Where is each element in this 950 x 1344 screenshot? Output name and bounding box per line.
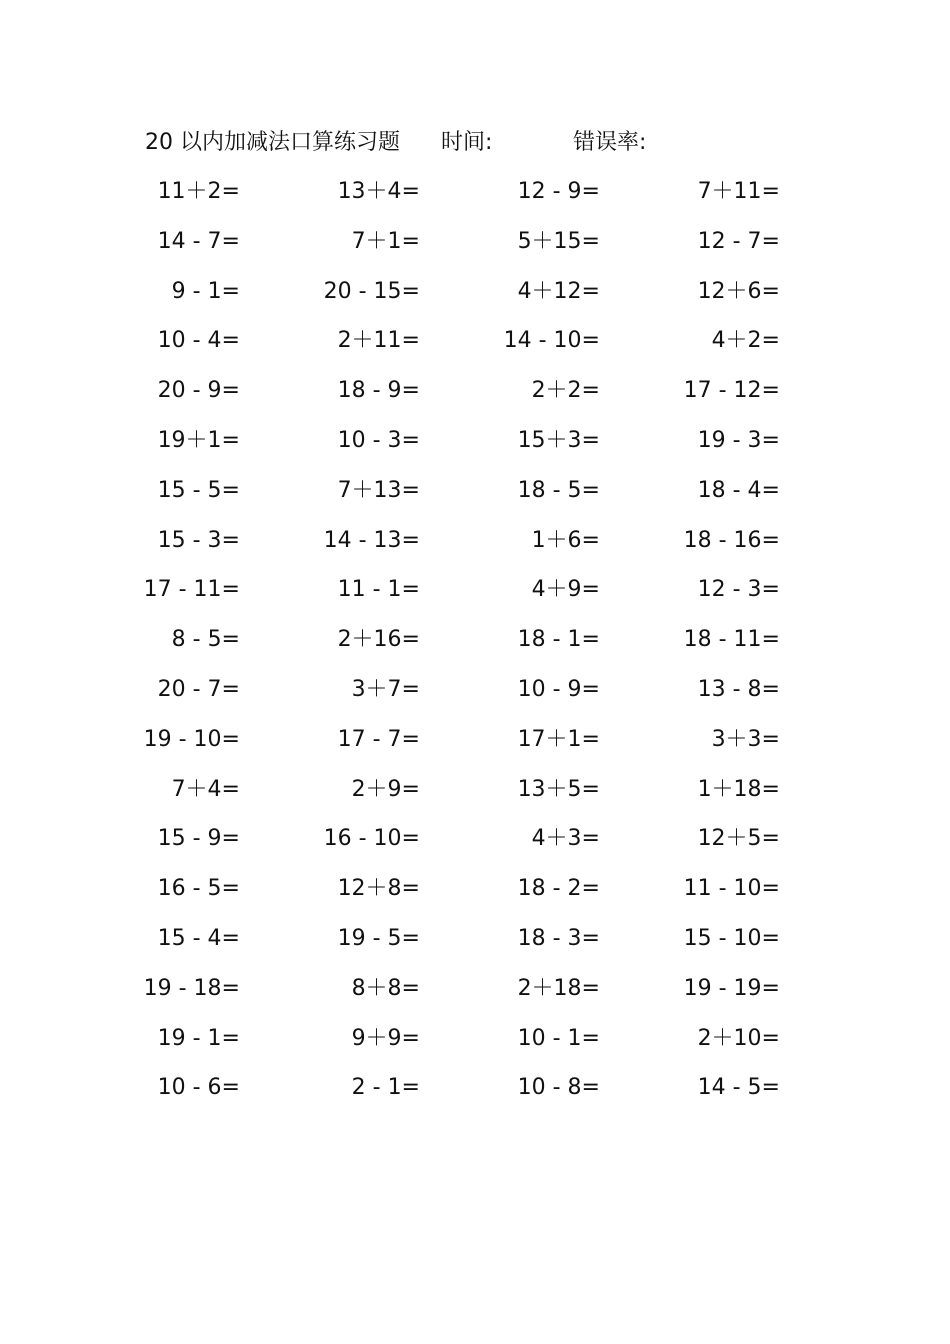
problem-grid bbox=[140, 175, 800, 1121]
problem-item: 19 - 10= bbox=[143, 726, 240, 752]
problem-item: 17 - 12= bbox=[683, 378, 780, 404]
problem-item: 10 - 8= bbox=[517, 1075, 600, 1101]
problem-item: 19＋1= bbox=[157, 427, 240, 453]
problem-item: 1＋6= bbox=[531, 527, 600, 553]
problem-item: 15 - 5= bbox=[157, 477, 240, 503]
problem-item: 17＋1= bbox=[517, 726, 600, 752]
problem-row bbox=[140, 225, 800, 275]
problem-item: 5＋15= bbox=[517, 228, 600, 254]
problem-item: 20 - 9= bbox=[157, 378, 240, 404]
problem-item: 19 - 1= bbox=[157, 1025, 240, 1051]
time-label: 时间: bbox=[441, 130, 493, 155]
problem-item: 8＋8= bbox=[351, 975, 420, 1001]
problem-row bbox=[140, 573, 800, 623]
problem-item: 12 - 3= bbox=[697, 577, 780, 603]
problem-item: 14 - 10= bbox=[503, 328, 600, 354]
problem-item: 10 - 6= bbox=[157, 1075, 240, 1101]
problem-item: 15 - 10= bbox=[683, 925, 780, 951]
problem-item: 11 - 1= bbox=[337, 577, 420, 603]
problem-item: 3＋3= bbox=[711, 726, 780, 752]
problem-item: 12＋8= bbox=[337, 876, 420, 902]
problem-item: 10 - 1= bbox=[517, 1025, 600, 1051]
problem-row bbox=[140, 1022, 800, 1072]
problem-row bbox=[140, 872, 800, 922]
problem-row bbox=[140, 175, 800, 225]
problem-item: 19 - 3= bbox=[697, 427, 780, 453]
problem-item: 1＋18= bbox=[697, 776, 780, 802]
problem-item: 4＋2= bbox=[711, 328, 780, 354]
problem-item: 19 - 18= bbox=[143, 975, 240, 1001]
problem-item: 9＋9= bbox=[351, 1025, 420, 1051]
error-rate-label: 错误率: bbox=[573, 130, 647, 155]
problem-row bbox=[140, 623, 800, 673]
problem-item: 18 - 9= bbox=[337, 378, 420, 404]
problem-item: 11 - 10= bbox=[683, 876, 780, 902]
problem-item: 9 - 1= bbox=[171, 278, 240, 304]
problem-item: 2＋16= bbox=[337, 627, 420, 653]
problem-item: 4＋12= bbox=[517, 278, 600, 304]
problem-row bbox=[140, 773, 800, 823]
problem-row bbox=[140, 324, 800, 374]
problem-row bbox=[140, 374, 800, 424]
problem-item: 10 - 3= bbox=[337, 427, 420, 453]
problem-item: 18 - 1= bbox=[517, 627, 600, 653]
problem-item: 8 - 5= bbox=[171, 627, 240, 653]
problem-item: 12 - 9= bbox=[517, 179, 600, 204]
problem-row bbox=[140, 922, 800, 972]
problem-item: 13 - 8= bbox=[697, 676, 780, 702]
problem-item: 17 - 7= bbox=[337, 726, 420, 752]
problem-item: 2＋9= bbox=[351, 776, 420, 802]
problem-item: 18 - 11= bbox=[683, 627, 780, 653]
problem-row bbox=[140, 424, 800, 474]
problem-item: 18 - 16= bbox=[683, 527, 780, 553]
problem-row bbox=[140, 723, 800, 773]
problem-item: 3＋7= bbox=[351, 676, 420, 702]
problem-item: 18 - 5= bbox=[517, 477, 600, 503]
problem-item: 15 - 3= bbox=[157, 527, 240, 553]
problem-item: 15＋3= bbox=[517, 427, 600, 453]
problem-item: 7＋1= bbox=[351, 228, 420, 254]
problem-item: 20 - 15= bbox=[323, 278, 420, 304]
problem-row bbox=[140, 673, 800, 723]
worksheet-header bbox=[145, 126, 845, 160]
problem-row bbox=[140, 1071, 800, 1121]
worksheet-title: 20 以内加减法口算练习题 bbox=[145, 130, 400, 155]
problem-item: 19 - 19= bbox=[683, 975, 780, 1001]
problem-item: 16 - 10= bbox=[323, 826, 420, 852]
problem-item: 17 - 11= bbox=[143, 577, 240, 603]
problem-item: 12 - 7= bbox=[697, 228, 780, 254]
problem-item: 13＋5= bbox=[517, 776, 600, 802]
problem-item: 18 - 2= bbox=[517, 876, 600, 902]
problem-item: 20 - 7= bbox=[157, 676, 240, 702]
problem-item: 7＋11= bbox=[697, 179, 780, 204]
problem-item: 4＋9= bbox=[531, 577, 600, 603]
problem-item: 14 - 13= bbox=[323, 527, 420, 553]
problem-item: 10 - 4= bbox=[157, 328, 240, 354]
problem-row bbox=[140, 822, 800, 872]
problem-item: 2＋2= bbox=[531, 378, 600, 404]
problem-item: 12＋5= bbox=[697, 826, 780, 852]
problem-row bbox=[140, 275, 800, 325]
problem-item: 14 - 7= bbox=[157, 228, 240, 254]
problem-item: 16 - 5= bbox=[157, 876, 240, 902]
problem-item: 18 - 4= bbox=[697, 477, 780, 503]
problem-item: 4＋3= bbox=[531, 826, 600, 852]
problem-item: 15 - 9= bbox=[157, 826, 240, 852]
problem-item: 11＋2= bbox=[157, 179, 240, 204]
problem-item: 2＋18= bbox=[517, 975, 600, 1001]
problem-item: 12＋6= bbox=[697, 278, 780, 304]
problem-item: 2＋10= bbox=[697, 1025, 780, 1051]
problem-item: 2＋11= bbox=[337, 328, 420, 354]
problem-row bbox=[140, 524, 800, 574]
problem-item: 10 - 9= bbox=[517, 676, 600, 702]
problem-item: 19 - 5= bbox=[337, 925, 420, 951]
problem-item: 18 - 3= bbox=[517, 925, 600, 951]
problem-item: 14 - 5= bbox=[697, 1075, 780, 1101]
problem-item: 2 - 1= bbox=[351, 1075, 420, 1101]
problem-item: 7＋4= bbox=[171, 776, 240, 802]
problem-item: 7＋13= bbox=[337, 477, 420, 503]
problem-row bbox=[140, 972, 800, 1022]
problem-item: 13＋4= bbox=[337, 179, 420, 204]
problem-item: 15 - 4= bbox=[157, 925, 240, 951]
problem-row bbox=[140, 474, 800, 524]
